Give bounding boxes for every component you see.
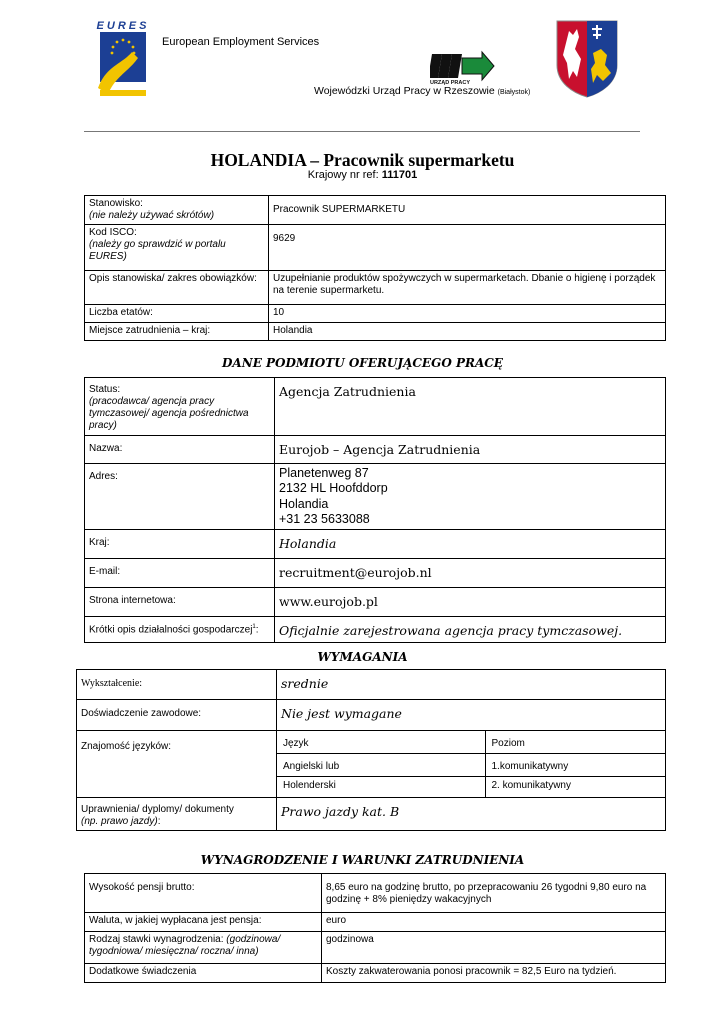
requirements-table [76,669,666,831]
table-row [277,777,665,797]
requirements-heading: WYMAGANIA [317,650,408,664]
employer-heading: DANE PODMIOTU OFERUJĄCEGO PRACĘ [222,356,503,370]
table-row [85,874,666,913]
urzad-pracy-logo [430,50,496,86]
salary-heading: WYNAGRODZENIE I WARUNKI ZATRUDNIENIA [200,853,525,867]
table-row [85,305,666,323]
table-row [85,323,666,341]
office-name: Wojewódzki Urząd Pracy w Rzeszowie (Białystok) [314,85,531,97]
experience-value: Nie jest wymagane [277,700,666,731]
table-row [85,225,666,271]
languages-cell [277,731,666,798]
address-line: Holandia [279,496,329,511]
table-row [277,754,665,777]
address-line: +31 23 5633088 [279,511,370,526]
language-level: 2. komunikatywny [485,777,665,797]
reference-number: Krajowy nr ref: 111701 [307,169,418,181]
table-row [85,271,666,305]
country-value: Holandia [275,530,666,559]
benefits-value: Koszty zakwaterowania ponosi pracownik = 82,5 Euro na tydzień. [322,964,666,983]
name-label: Nazwa: [85,436,275,464]
status-value: Agencja Zatrudnienia [275,378,666,436]
table-row [77,731,666,798]
email-label: E-mail: [85,559,275,588]
page-title: HOLANDIA – Pracownik supermarketu [210,150,515,170]
email-value[interactable]: recruitment@eurojob.nl [275,559,666,588]
benefits-label: Dodatkowe świadczenia [85,964,322,983]
eures-logo-text: EURES [96,20,150,32]
table-row [85,559,666,588]
address-line: 2132 HL Hoofddorp [279,481,388,496]
isco-label-cell: Kod ISCO: (należy go sprawdzić w portalu EURES) [85,225,269,271]
table-row [77,797,666,830]
description-value: Uzupełnianie produktów spożywczych w supermarketach. Dbanie o higienę i porządek na terenie supermarketu. [269,271,666,305]
languages-table [277,731,665,797]
permits-value: Prawo jazdy kat. B [277,797,666,830]
workplace-country-value: Holandia [269,323,666,341]
level-column-header: Poziom [485,731,665,754]
table-row [85,588,666,617]
experience-label: Doświadczenie zawodowe: [77,700,277,731]
table-row [85,964,666,983]
isco-value: 9629 [269,225,666,271]
header-divider [84,131,640,132]
rate-type-value: godzinowa [322,932,666,964]
currency-value: euro [322,913,666,932]
language-column-header: Język [277,731,485,754]
language-name: Holenderski [283,780,336,791]
rate-type-label-cell: Rodzaj stawki wynagrodzenia: (godzinowa/ tygodniowa/ miesięczna/ roczna/ inna) [85,932,322,964]
address-label: Adres: [85,464,275,530]
education-value: srednie [277,670,666,700]
gross-salary-value: 8,65 euro na godzinę brutto, po przepracowaniu 26 tygodni 9,80 euro na godzinę + 8% pieniędzy wakacyjnych [322,874,666,913]
permits-label-cell: Uprawnienia/ dyplomy/ dokumenty (np. prawo jazdy): [77,797,277,830]
table-row [77,700,666,731]
employer-table [84,377,666,643]
position-value: Pracownik SUPERMARKETU [269,196,666,225]
website-label: Strona internetowa: [85,588,275,617]
language-level: 1.komunikatywny [485,754,665,777]
positions-count-value: 10 [269,305,666,323]
urzad-pracy-logo-text: URZĄD PRACY [430,80,471,86]
address-line: Planetenweg 87 [279,466,369,480]
salary-table [84,873,666,983]
education-label: Wykształcenie: [77,670,277,700]
table-row [85,530,666,559]
table-row [85,913,666,932]
languages-label: Znajomość języków: [77,731,277,798]
table-row [77,670,666,700]
table-row [85,378,666,436]
status-label-cell: Status: (pracodawca/ agencja pracy tymczasowej/ agencja pośrednictwa pracy) [85,378,275,436]
language-name: Angielski lub [277,754,485,777]
coat-of-arms [555,19,619,99]
table-row [85,617,666,643]
table-row [85,196,666,225]
workplace-country-label: Miejsce zatrudnienia – kraj: [85,323,269,341]
positions-count-label: Liczba etatów: [85,305,269,323]
country-label: Kraj: [85,530,275,559]
position-table [84,195,666,341]
table-row [277,731,665,754]
activity-label-cell: Krótki opis działalności gospodarczej$^1$: [85,617,275,643]
table-row [85,436,666,464]
eures-subtitle: European Employment Services [162,36,320,48]
table-row [85,932,666,964]
description-label: Opis stanowiska/ zakres obowiązków: [85,271,269,305]
gross-salary-label: Wysokość pensji brutto: [85,874,322,913]
activity-value: Oficjalnie zarejestrowana agencja pracy tymczasowej. [275,617,666,643]
address-value [275,464,666,530]
eures-logo [92,18,154,100]
currency-label: Waluta, w jakiej wypłacana jest pensja: [85,913,322,932]
position-label-cell: Stanowisko: (nie należy używać skrótów) [85,196,269,225]
name-value: Eurojob – Agencja Zatrudnienia [275,436,666,464]
website-value[interactable]: www.eurojob.pl [275,588,666,617]
table-row [85,464,666,530]
